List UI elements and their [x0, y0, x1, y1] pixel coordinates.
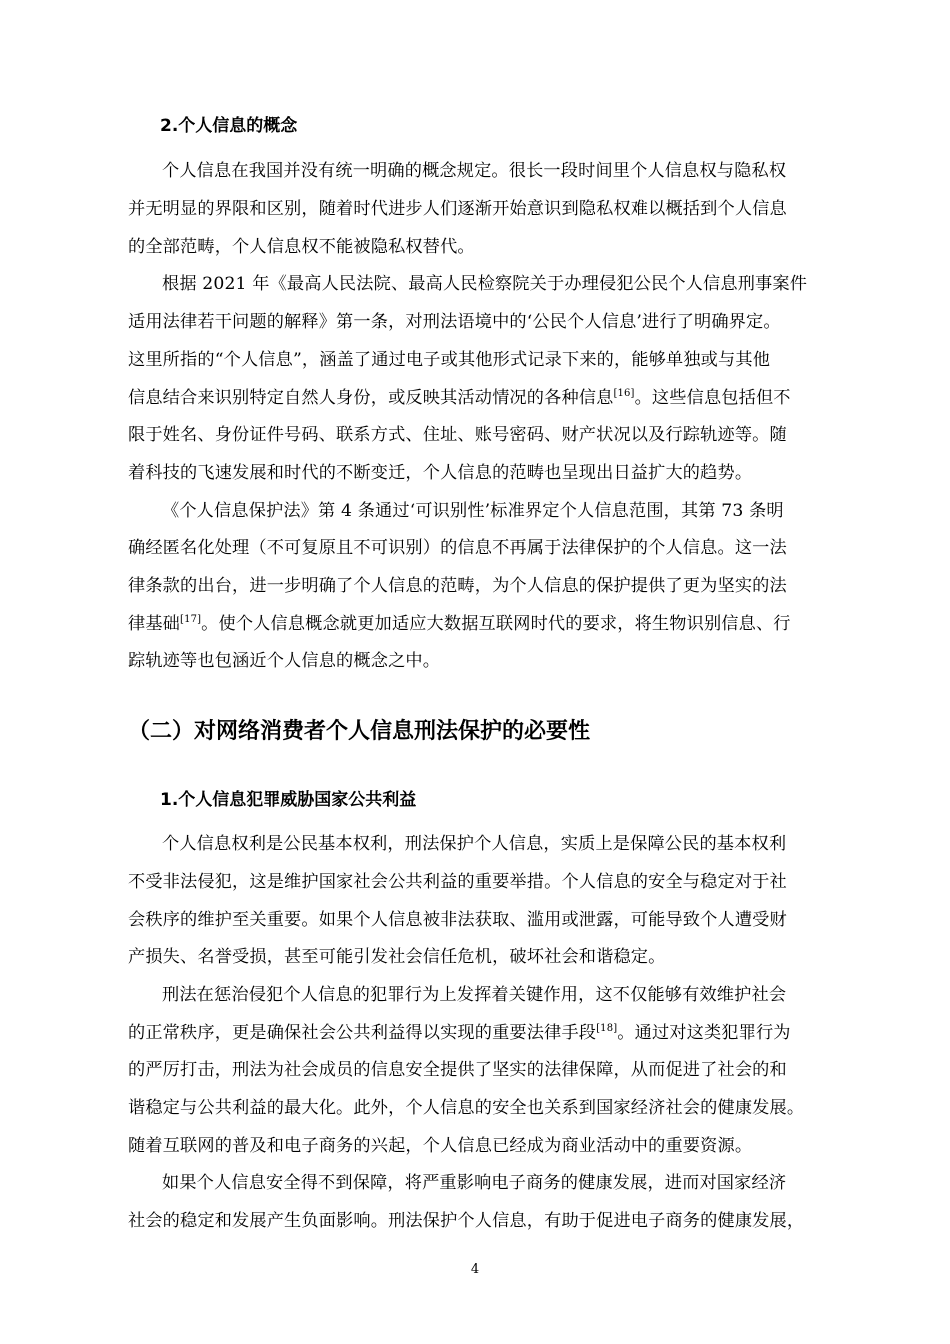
paragraph-5-line-5: 随着互联网的普及和电子商务的兴起，个人信息已经成为商业活动中的重要资源。	[128, 1136, 753, 1156]
paragraph-5-line-3: 的严厉打击，刑法为社会成员的信息安全提供了坚实的法律保障，从而促进了社会的和	[128, 1060, 787, 1080]
paragraph-1-line-2: 并无明显的界限和区别，随着时代进步人们逐渐开始意识到隐私权难以概括到个人信息	[128, 199, 787, 219]
subsection-heading-public-interest: 1.个人信息犯罪威胁国家公共利益	[160, 790, 417, 810]
citation-18: [18]	[596, 1023, 618, 1034]
paragraph-2-line-4-text-b: 。这些信息包括但不	[634, 388, 791, 408]
paragraph-5-line-2-text-a: 的正常秩序，更是确保社会公共利益得以实现的重要法律手段	[128, 1023, 597, 1043]
paragraph-2-line-4	[128, 387, 856, 409]
citation-17: [17]	[180, 614, 202, 625]
paragraph-2-line-2: 适用法律若干问题的解释》第一条，对刑法语境中的‘公民个人信息’进行了明确界定。	[128, 312, 781, 332]
paragraph-2-line-3: 这里所指的“个人信息”，涵盖了通过电子或其他形式记录下来的，能够单独或与其他	[128, 350, 771, 370]
paragraph-5-line-2	[128, 1022, 856, 1044]
paragraph-4-line-3: 会秩序的维护至关重要。如果个人信息被非法获取、滥用或泄露，可能导致个人遭受财	[128, 910, 787, 930]
paragraph-5-line-1: 刑法在惩治侵犯个人信息的犯罪行为上发挥着关键作用，这不仅能够有效维护社会	[162, 985, 787, 1005]
paragraph-1-line-3: 的全部范畴，个人信息权不能被隐私权替代。	[128, 237, 475, 257]
paragraph-3-line-1: 《个人信息保护法》第 4 条通过‘可识别性’标准界定个人信息范围，其第 73 条明	[162, 501, 784, 521]
paragraph-3-line-2: 确经匿名化处理（不可复原且不可识别）的信息不再属于法律保护的个人信息。这一法	[128, 538, 787, 558]
paragraph-3-line-4-text-a: 律基础	[128, 614, 181, 634]
paragraph-2-line-5: 限于姓名、身份证件号码、联系方式、住址、账号密码、财产状况以及行踪轨迹等。随	[128, 425, 787, 445]
paragraph-3-line-3: 律条款的出台，进一步明确了个人信息的范畴，为个人信息的保护提供了更为坚实的法	[128, 576, 787, 596]
paragraph-6-line-1: 如果个人信息安全得不到保障，将严重影响电子商务的健康发展，进而对国家经济	[162, 1173, 787, 1193]
paragraph-5-line-2-text-b: 。通过对这类犯罪行为	[617, 1023, 791, 1043]
paragraph-2-line-4-text-a: 信息结合来识别特定自然人身份，或反映其活动情况的各种信息	[128, 388, 614, 408]
paragraph-4-line-4: 产损失、名誉受损，甚至可能引发社会信任危机，破坏社会和谐稳定。	[128, 947, 666, 967]
section-heading-necessity: （二）对网络消费者个人信息刑法保护的必要性	[128, 719, 591, 744]
paragraph-6-line-2: 社会的稳定和发展产生负面影响。刑法保护个人信息，有助于促进电子商务的健康发展，	[128, 1211, 805, 1231]
paragraph-1-line-1: 个人信息在我国并没有统一明确的概念规定。很长一段时间里个人信息权与隐私权	[162, 161, 787, 181]
paragraph-4-line-2: 不受非法侵犯，这是维护国家社会公共利益的重要举措。个人信息的安全与稳定对于社	[128, 872, 787, 892]
paragraph-5-line-4: 谐稳定与公共利益的最大化。此外，个人信息的安全也关系到国家经济社会的健康发展。	[128, 1098, 805, 1118]
paragraph-3-line-4	[128, 613, 856, 635]
paragraph-2-line-6: 着科技的飞速发展和时代的不断变迁，个人信息的范畴也呈现出日益扩大的趋势。	[128, 463, 753, 483]
paragraph-3-line-5: 踪轨迹等也包涵近个人信息的概念之中。	[128, 651, 441, 671]
paragraph-4-line-1: 个人信息权利是公民基本权利，刑法保护个人信息，实质上是保障公民的基本权利	[162, 834, 787, 854]
citation-16: [16]	[613, 388, 635, 399]
paragraph-3-line-4-text-b: 。使个人信息概念就更加适应大数据互联网时代的要求，将生物识别信息、行	[201, 614, 791, 634]
paragraph-2-line-1: 根据 2021 年《最高人民法院、最高人民检察院关于办理侵犯公民个人信息刑事案件	[162, 274, 808, 294]
section-heading-personal-info-concept: 2.个人信息的概念	[160, 116, 298, 136]
page-number: 4	[470, 1262, 480, 1277]
